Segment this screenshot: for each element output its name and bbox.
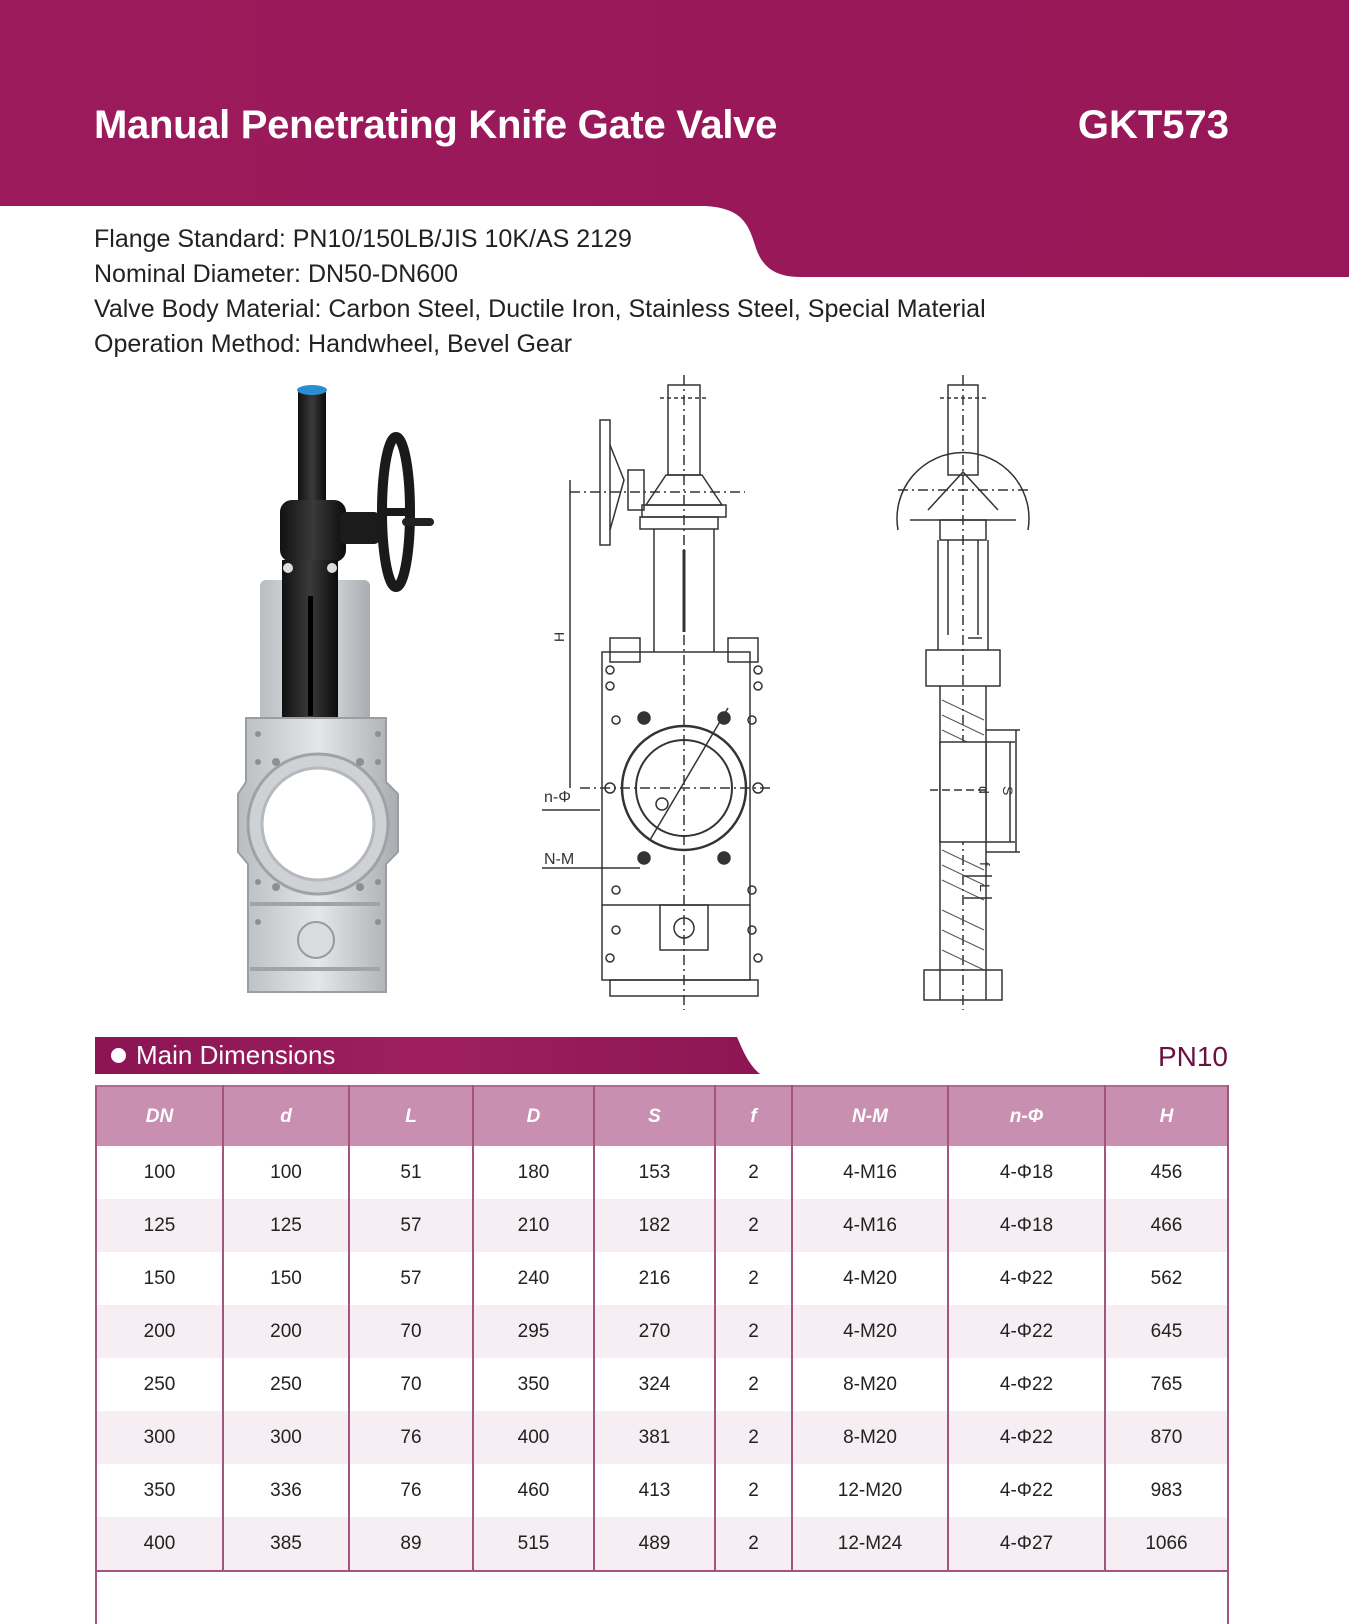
cell-s: 270 [594,1305,715,1358]
cell-d-small: 336 [223,1464,349,1517]
table-row [96,1146,1228,1199]
valve-photo [236,382,446,1007]
cell-n-phi: 4-Φ22 [948,1411,1105,1464]
cell-n-m: 8-M20 [792,1411,948,1464]
spec-body-material: Valve Body Material: Carbon Steel, Ductile Iron, Stainless Steel, Special Material [94,295,986,323]
cell-n-m: 4-M20 [792,1252,948,1305]
page-title: Manual Penetrating Knife Gate Valve [94,103,778,147]
cell-h: 983 [1105,1464,1228,1517]
bullet-icon [111,1048,126,1063]
col-header-l: L [349,1086,473,1146]
cell-n-phi: 4-Φ27 [948,1517,1105,1571]
cell-f: 2 [715,1517,792,1571]
cell-d-large: 515 [473,1517,594,1571]
cell-dn: 200 [96,1305,223,1358]
cell-n-phi: 4-Φ22 [948,1358,1105,1411]
dim-label-f: f [977,862,993,866]
table-row-partial [96,1571,1228,1624]
cell-d-large: 240 [473,1252,594,1305]
col-header-dn: DN [96,1086,223,1146]
table-row [96,1252,1228,1305]
cell-h: 562 [1105,1252,1228,1305]
cell-n-phi: 4-Φ18 [948,1146,1105,1199]
cell-n-m: 12-M20 [792,1464,948,1517]
cell-dn: 400 [96,1517,223,1571]
col-header-d-small: d [223,1086,349,1146]
dim-label-s: S [1000,786,1016,796]
spec-flange-standard: Flange Standard: PN10/150LB/JIS 10K/AS 2129 [94,225,632,253]
cell-h: 870 [1105,1411,1228,1464]
cell-l: 89 [349,1517,473,1571]
cell-s: 153 [594,1146,715,1199]
dim-label-l: L [977,884,993,892]
cell-n-phi: 4-Φ22 [948,1252,1105,1305]
cell-f: 2 [715,1358,792,1411]
cell-dn: 250 [96,1358,223,1411]
cell-s: 216 [594,1252,715,1305]
spec-nominal-diameter: Nominal Diameter: DN50-DN600 [94,260,459,288]
cell-n-m: 4-M20 [792,1305,948,1358]
section-header-main-dimensions [95,1037,775,1074]
pressure-rating: PN10 [1157,1041,1228,1072]
cell-l: 76 [349,1411,473,1464]
cell-dn: 125 [96,1199,223,1252]
cell-d-large: 350 [473,1358,594,1411]
cell-f: 2 [715,1199,792,1252]
cell-n-m: 8-M20 [792,1358,948,1411]
cell-n-phi: 4-Φ22 [948,1305,1105,1358]
cell-l: 70 [349,1305,473,1358]
col-header-h: H [1105,1086,1228,1146]
cell-s: 381 [594,1411,715,1464]
col-header-n-phi: n-Φ [948,1086,1105,1146]
cell-l: 57 [349,1252,473,1305]
cell-dn: 300 [96,1411,223,1464]
cell-n-m: 12-M24 [792,1517,948,1571]
spec-operation-method: Operation Method: Handwheel, Bevel Gear [94,330,573,358]
cell-s: 413 [594,1464,715,1517]
cell-d-small: 300 [223,1411,349,1464]
cell-d-large: 460 [473,1464,594,1517]
cell-f: 2 [715,1464,792,1517]
cell-d-large: 210 [473,1199,594,1252]
cell-d-large: 295 [473,1305,594,1358]
cell-n-m: 4-M16 [792,1146,948,1199]
cell-d-small: 100 [223,1146,349,1199]
figures-area [0,370,1349,1030]
dim-label-h: H [551,631,567,642]
cell-l: 70 [349,1358,473,1411]
cell-d-large: 400 [473,1411,594,1464]
table-row [96,1305,1228,1358]
dim-label-n-m: N-M [544,851,575,868]
cell-l: 51 [349,1146,473,1199]
table-row [96,1411,1228,1464]
col-header-s: S [594,1086,715,1146]
cell-d-small: 150 [223,1252,349,1305]
col-header-f: f [715,1086,792,1146]
spec-list [94,222,986,362]
cell-s: 324 [594,1358,715,1411]
cell-f: 2 [715,1411,792,1464]
cell-d-small: 385 [223,1517,349,1571]
cell-s: 489 [594,1517,715,1571]
cell-f: 2 [715,1305,792,1358]
side-view-drawing [880,370,1040,1010]
table-row [96,1517,1228,1571]
col-header-d-large: D [473,1086,594,1146]
cell-f: 2 [715,1146,792,1199]
cell-d-small: 250 [223,1358,349,1411]
cell-h: 466 [1105,1199,1228,1252]
cell-f: 2 [715,1252,792,1305]
cell-n-m: 4-M16 [792,1199,948,1252]
cell-h: 645 [1105,1305,1228,1358]
dim-label-d: d [976,786,992,794]
table-row [96,1464,1228,1517]
table-row [96,1199,1228,1252]
col-header-n-m: N-M [792,1086,948,1146]
cell-n-phi: 4-Φ22 [948,1464,1105,1517]
table-row [96,1358,1228,1411]
cell-l: 76 [349,1464,473,1517]
dim-label-n-phi: n-Φ [544,789,571,806]
cell-h: 456 [1105,1146,1228,1199]
cell-h: 765 [1105,1358,1228,1411]
cell-s: 182 [594,1199,715,1252]
table-header-row [96,1086,1228,1146]
cell-dn: 100 [96,1146,223,1199]
cell-dn: 350 [96,1464,223,1517]
cell-d-large: 180 [473,1146,594,1199]
front-view-drawing [540,370,790,1010]
cell-d-small: 200 [223,1305,349,1358]
dimensions-table [95,1085,1229,1624]
cell-d-small: 125 [223,1199,349,1252]
cell-dn: 150 [96,1252,223,1305]
cell-h: 1066 [1105,1517,1228,1571]
section-title: Main Dimensions [136,1040,336,1070]
cell-n-phi: 4-Φ18 [948,1199,1105,1252]
model-number: GKT573 [1077,103,1229,147]
cell-l: 57 [349,1199,473,1252]
